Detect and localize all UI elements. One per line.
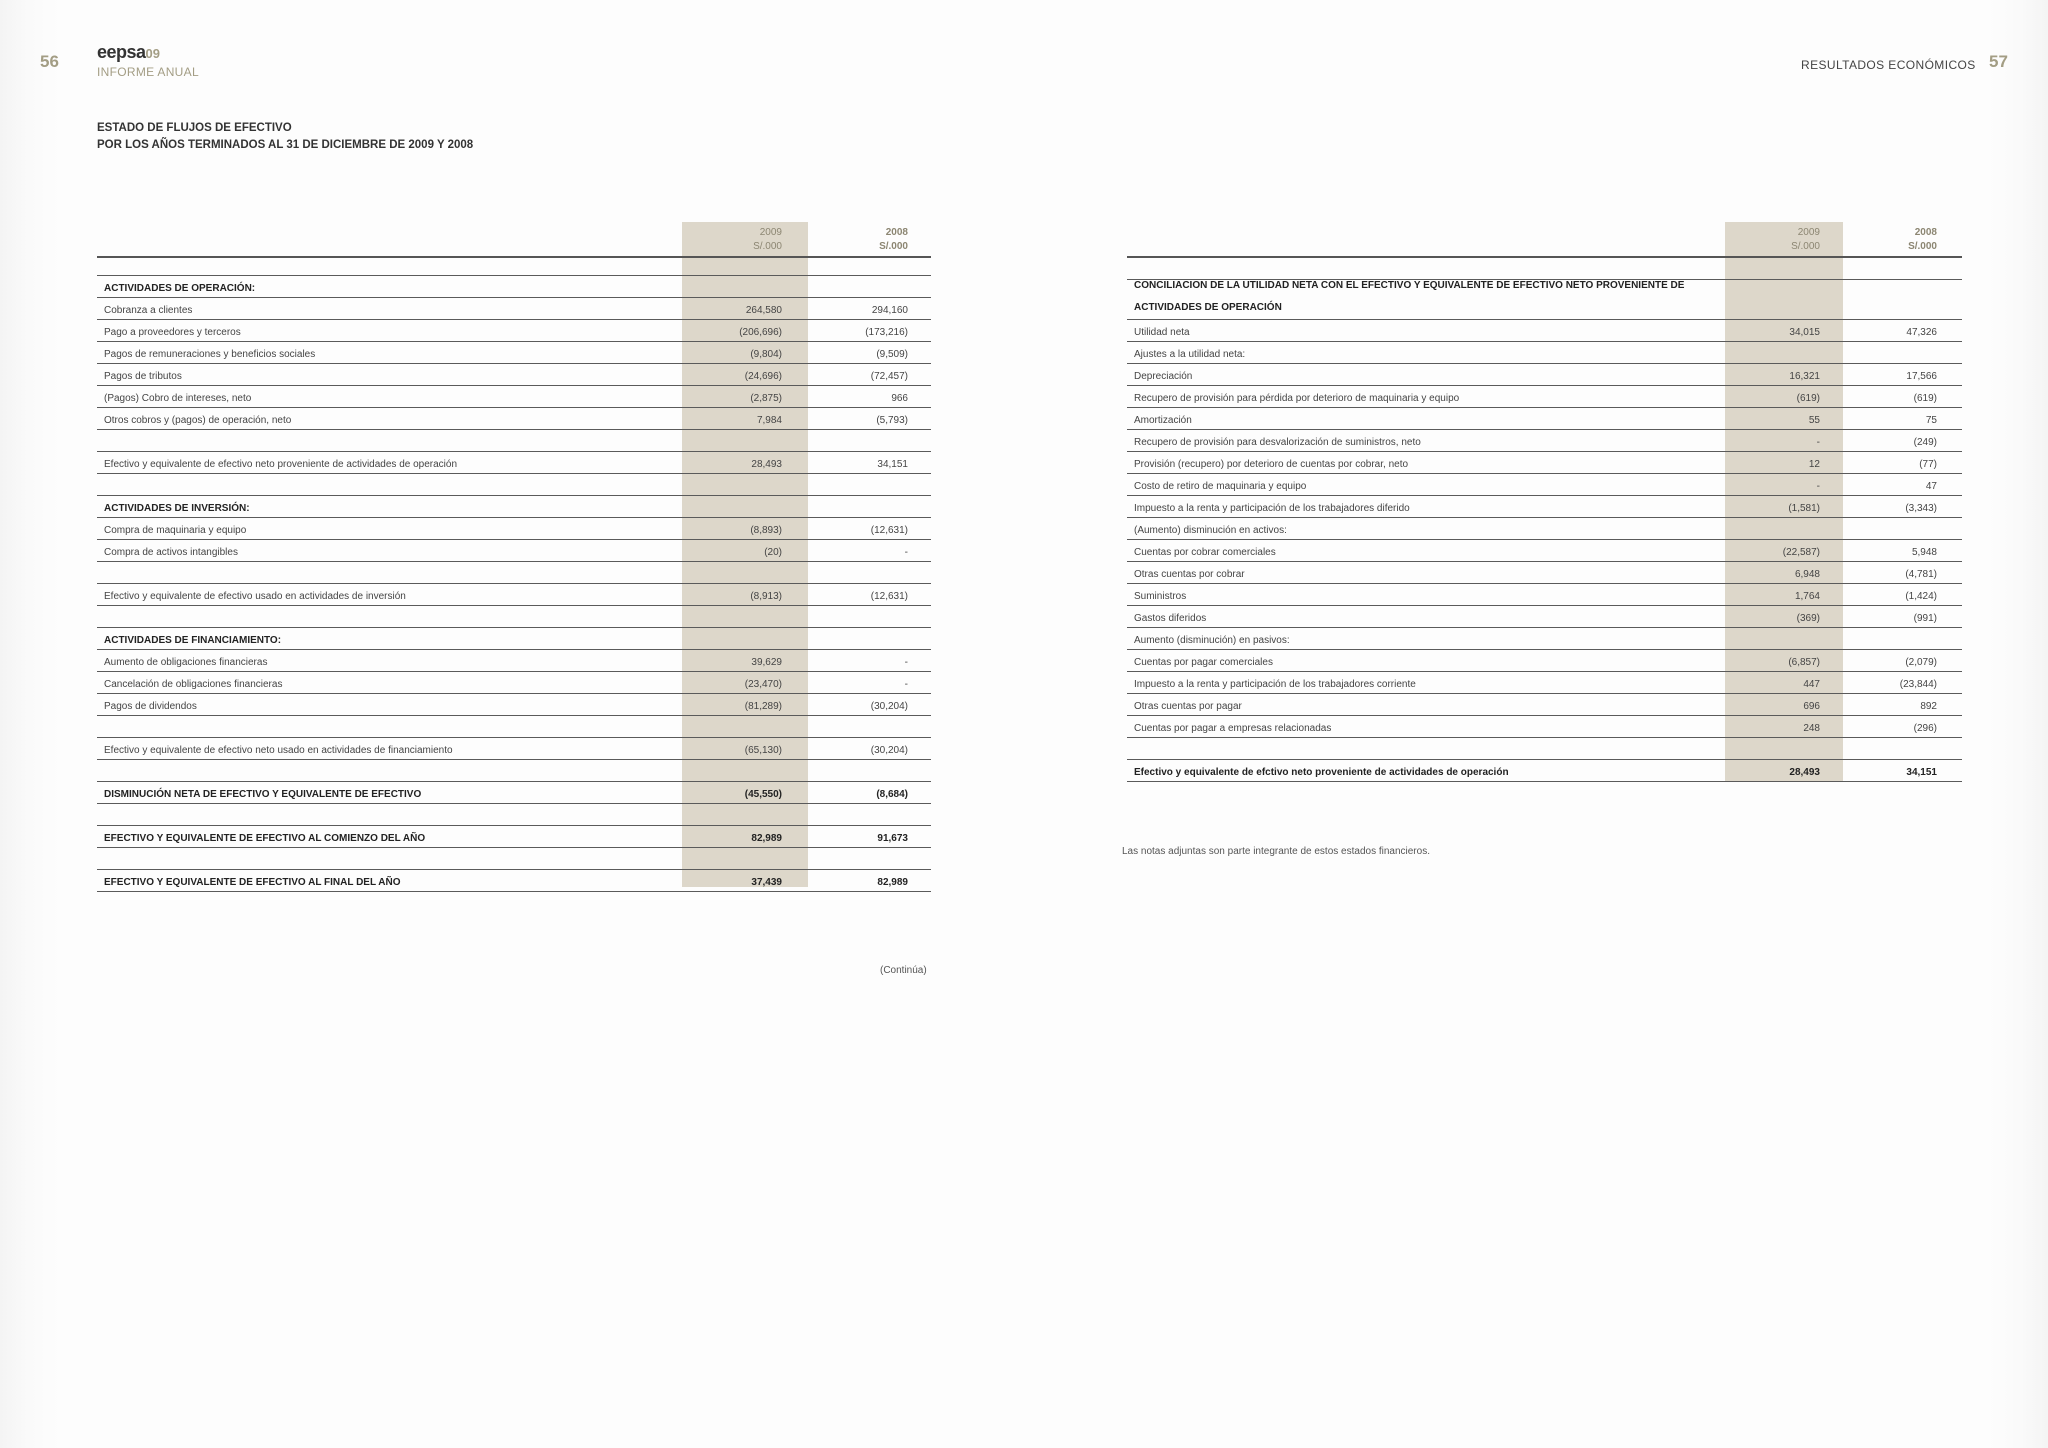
value-2008: (9,509) [876, 349, 908, 360]
value-2008: (2,079) [1905, 657, 1937, 668]
value-2008: 47,326 [1906, 327, 1937, 338]
row-label: ACTIVIDADES DE OPERACIÓN: [104, 283, 256, 294]
table-row [1127, 540, 1962, 562]
column-unit-2008: S/.000 [879, 241, 908, 252]
value-2008: (991) [1913, 613, 1937, 624]
value-2009: 16,321 [1789, 371, 1820, 382]
value-2009: (81,289) [744, 701, 782, 712]
row-label: Impuesto a la renta y participación de los trabajadores corriente [1134, 679, 1416, 690]
value-2008: - [904, 657, 908, 668]
table-row [97, 474, 931, 496]
value-2008: (296) [1913, 723, 1937, 734]
table-row [97, 738, 931, 760]
row-label: Compra de maquinaria y equipo [104, 525, 247, 536]
table-row [97, 562, 931, 584]
value-2009: 1,764 [1794, 591, 1820, 602]
value-2008: 34,151 [877, 459, 908, 470]
value-2009: (6,857) [1788, 657, 1820, 668]
value-2008: (30,204) [870, 745, 908, 756]
column-header-2009 [682, 226, 782, 254]
row-label: Cobranza a clientes [104, 305, 193, 316]
value-2008: 17,566 [1906, 371, 1937, 382]
value-2009: 7,984 [756, 415, 782, 426]
table-row [97, 870, 931, 892]
column-year-2009: 2009 [1797, 227, 1820, 238]
row-label: (Aumento) disminución en activos: [1134, 525, 1287, 536]
document-title [97, 120, 473, 154]
value-2008: (30,204) [870, 701, 908, 712]
row-label: Efectivo y equivalente de efectivo usado en actividades de inversión [104, 591, 406, 602]
row-label: Amortización [1134, 415, 1192, 426]
table-row [1127, 408, 1962, 430]
table-row [97, 364, 931, 386]
table-row [97, 826, 931, 848]
value-2009: (1,581) [1788, 503, 1820, 514]
row-label: Efectivo y equivalente de efectivo neto usado en actividades de financiamiento [104, 745, 453, 756]
row-label: Cuentas por pagar a empresas relacionadas [1134, 723, 1332, 734]
table-row [1127, 342, 1962, 364]
column-unit-2009: S/.000 [1791, 241, 1820, 252]
row-label: Recupero de provisión para desvalorización de suministros, neto [1134, 437, 1421, 448]
page-number-left: 56 [40, 52, 59, 71]
value-2008: (619) [1913, 393, 1937, 404]
row-label: Otras cuentas por cobrar [1134, 569, 1245, 580]
row-label: Cancelación de obligaciones financieras [104, 679, 283, 690]
row-label: CONCILIACION DE LA UTILIDAD NETA CON EL EFECTIVO Y EQUIVALENTE DE EFECTIVO NETO PROVENIENTE DE ACTIVIDADES DE OPERACIÓN [1134, 280, 1685, 313]
document-title-line2: POR LOS AÑOS TERMINADOS AL 31 DE DICIEMBRE DE 2009 Y 2008 [97, 139, 474, 151]
table-row [1127, 452, 1962, 474]
row-label: Depreciación [1134, 371, 1193, 382]
table-row [97, 540, 931, 562]
table-row [97, 672, 931, 694]
value-2009: (619) [1796, 393, 1820, 404]
table-row [1127, 584, 1962, 606]
value-2009: (206,696) [739, 327, 782, 338]
value-2008: 82,989 [877, 877, 908, 888]
row-label: Otros cobros y (pagos) de operación, neto [104, 415, 292, 426]
value-2009: (24,696) [744, 371, 782, 382]
value-2008: 91,673 [877, 833, 908, 844]
row-label: Suministros [1134, 591, 1187, 602]
table-row [1127, 716, 1962, 738]
value-2008: 5,948 [1911, 547, 1937, 558]
footnote: Las notas adjuntas son parte integrante de estos estados financieros. [1122, 846, 1430, 857]
row-label: Gastos diferidos [1134, 613, 1207, 624]
row-label: Recupero de provisión para pérdida por deterioro de maquinaria y equipo [1134, 393, 1460, 404]
value-2009: - [1816, 437, 1820, 448]
column-unit-2008: S/.000 [1908, 241, 1937, 252]
value-2008: (4,781) [1905, 569, 1937, 580]
table-row [97, 276, 931, 298]
table-row [1127, 280, 1962, 320]
value-2008: (23,844) [1899, 679, 1937, 690]
table-row [1127, 694, 1962, 716]
value-2009: (8,913) [750, 591, 782, 602]
value-2009: 264,580 [745, 305, 782, 316]
table-row [97, 342, 931, 364]
row-label: Provisión (recupero) por deterioro de cuentas por cobrar, neto [1134, 459, 1409, 470]
row-label: EFECTIVO Y EQUIVALENTE DE EFECTIVO AL FINAL DEL AÑO [104, 877, 401, 888]
row-label: Pagos de dividendos [104, 701, 197, 712]
value-2008: 966 [891, 393, 908, 404]
brand-logo [97, 42, 199, 63]
table-row [1127, 320, 1962, 342]
value-2009: 28,493 [751, 459, 782, 470]
table-row [97, 650, 931, 672]
value-2009: (20) [764, 547, 782, 558]
table-row [97, 584, 931, 606]
column-year-2008: 2008 [1914, 227, 1937, 238]
table-row [1127, 650, 1962, 672]
value-2009: 248 [1803, 723, 1820, 734]
table-row [97, 496, 931, 518]
row-label: Utilidad neta [1134, 327, 1190, 338]
row-label: Pago a proveedores y terceros [104, 327, 241, 338]
column-header-2008 [808, 226, 908, 254]
column-header-2009 [1725, 226, 1820, 254]
value-2008: (12,631) [870, 591, 908, 602]
value-2008: (1,424) [1905, 591, 1937, 602]
table-row [97, 518, 931, 540]
table-row [97, 408, 931, 430]
value-2008: (8,684) [876, 789, 908, 800]
column-unit-2009: S/.000 [753, 241, 782, 252]
row-label: ACTIVIDADES DE FINANCIAMIENTO: [104, 635, 282, 646]
table-row [97, 694, 931, 716]
table-row [1127, 518, 1962, 540]
row-label: Aumento de obligaciones financieras [104, 657, 268, 668]
column-year-2008: 2008 [885, 227, 908, 238]
table-row [1127, 496, 1962, 518]
section-title: RESULTADOS ECONÓMICOS [1801, 58, 1976, 72]
continued-note: (Continúa) [880, 965, 927, 976]
value-2009: 6,948 [1794, 569, 1820, 580]
table-row [1127, 386, 1962, 408]
table-row [1127, 628, 1962, 650]
value-2009: (9,804) [750, 349, 782, 360]
value-2009: (22,587) [1782, 547, 1820, 558]
row-label: Pagos de remuneraciones y beneficios sociales [104, 349, 316, 360]
value-2009: 34,015 [1789, 327, 1820, 338]
value-2009: (369) [1796, 613, 1820, 624]
value-2008: - [904, 679, 908, 690]
brand-name: eepsa [97, 42, 146, 62]
value-2008: (72,457) [870, 371, 908, 382]
table-row [97, 430, 931, 452]
value-2009: - [1816, 481, 1820, 492]
value-2009: (8,893) [750, 525, 782, 536]
value-2009: 447 [1803, 679, 1820, 690]
table-row [97, 628, 931, 650]
value-2009: (2,875) [750, 393, 782, 404]
table-row [97, 606, 931, 628]
value-2008: (249) [1913, 437, 1937, 448]
value-2009: 28,493 [1789, 767, 1820, 778]
row-label: Ajustes a la utilidad neta: [1134, 349, 1246, 360]
row-label: Cuentas por cobrar comerciales [1134, 547, 1276, 558]
table-row [1127, 760, 1962, 782]
column-year-2009: 2009 [759, 227, 782, 238]
value-2008: - [904, 547, 908, 558]
value-2008: 75 [1925, 415, 1937, 426]
row-label: EFECTIVO Y EQUIVALENTE DE EFECTIVO AL COMIENZO DEL AÑO [104, 833, 426, 844]
row-label: Costo de retiro de maquinaria y equipo [1134, 481, 1307, 492]
brand-block [97, 42, 199, 79]
value-2008: 892 [1920, 701, 1937, 712]
table-row [97, 258, 931, 276]
value-2009: (23,470) [744, 679, 782, 690]
table-row [97, 298, 931, 320]
value-2009: (65,130) [744, 745, 782, 756]
document-title-line1: ESTADO DE FLUJOS DE EFECTIVO [97, 122, 292, 134]
value-2008: (173,216) [865, 327, 908, 338]
table-row [1127, 430, 1962, 452]
row-label: Impuesto a la renta y participación de los trabajadores diferido [1134, 503, 1410, 514]
value-2009: 37,439 [751, 877, 782, 888]
page-number-right: 57 [1989, 52, 2008, 71]
value-2008: 47 [1925, 481, 1937, 492]
value-2008: 294,160 [871, 305, 908, 316]
table-row [97, 804, 931, 826]
value-2009: 39,629 [751, 657, 782, 668]
value-2009: 12 [1808, 459, 1820, 470]
table-row [97, 452, 931, 474]
table-row [1127, 738, 1962, 760]
value-2008: 34,151 [1906, 767, 1937, 778]
row-label: Pagos de tributos [104, 371, 182, 382]
table-row [97, 386, 931, 408]
brand-subtitle: INFORME ANUAL [97, 65, 199, 79]
row-label: Otras cuentas por pagar [1134, 701, 1242, 712]
row-label: (Pagos) Cobro de intereses, neto [104, 393, 252, 404]
value-2009: (45,550) [744, 789, 782, 800]
value-2009: 82,989 [751, 833, 782, 844]
table-row [1127, 606, 1962, 628]
row-label: Cuentas por pagar comerciales [1134, 657, 1273, 668]
table-row [97, 848, 931, 870]
row-label: Efectivo y equivalente de efctivo neto proveniente de actividades de operación [1134, 767, 1509, 778]
brand-year: 09 [145, 46, 161, 61]
row-label: ACTIVIDADES DE INVERSIÓN: [104, 503, 250, 514]
value-2008: (77) [1919, 459, 1937, 470]
table-row [1127, 672, 1962, 694]
row-label: DISMINUCIÓN NETA DE EFECTIVO Y EQUIVALENTE DE EFECTIVO [104, 789, 422, 800]
value-2008: (12,631) [870, 525, 908, 536]
table-row [97, 320, 931, 342]
table-row [1127, 364, 1962, 386]
table-row [1127, 474, 1962, 496]
value-2008: (5,793) [876, 415, 908, 426]
column-header-2008 [1843, 226, 1937, 254]
value-2009: 55 [1808, 415, 1820, 426]
row-label: Aumento (disminución) en pasivos: [1134, 635, 1290, 646]
table-row [97, 716, 931, 738]
table-row [97, 760, 931, 782]
table-row [1127, 562, 1962, 584]
row-label: Efectivo y equivalente de efectivo neto proveniente de actividades de operación [104, 459, 458, 470]
table-row [97, 782, 931, 804]
row-label: Compra de activos intangibles [104, 547, 238, 558]
value-2009: 696 [1803, 701, 1820, 712]
value-2008: (3,343) [1905, 503, 1937, 514]
